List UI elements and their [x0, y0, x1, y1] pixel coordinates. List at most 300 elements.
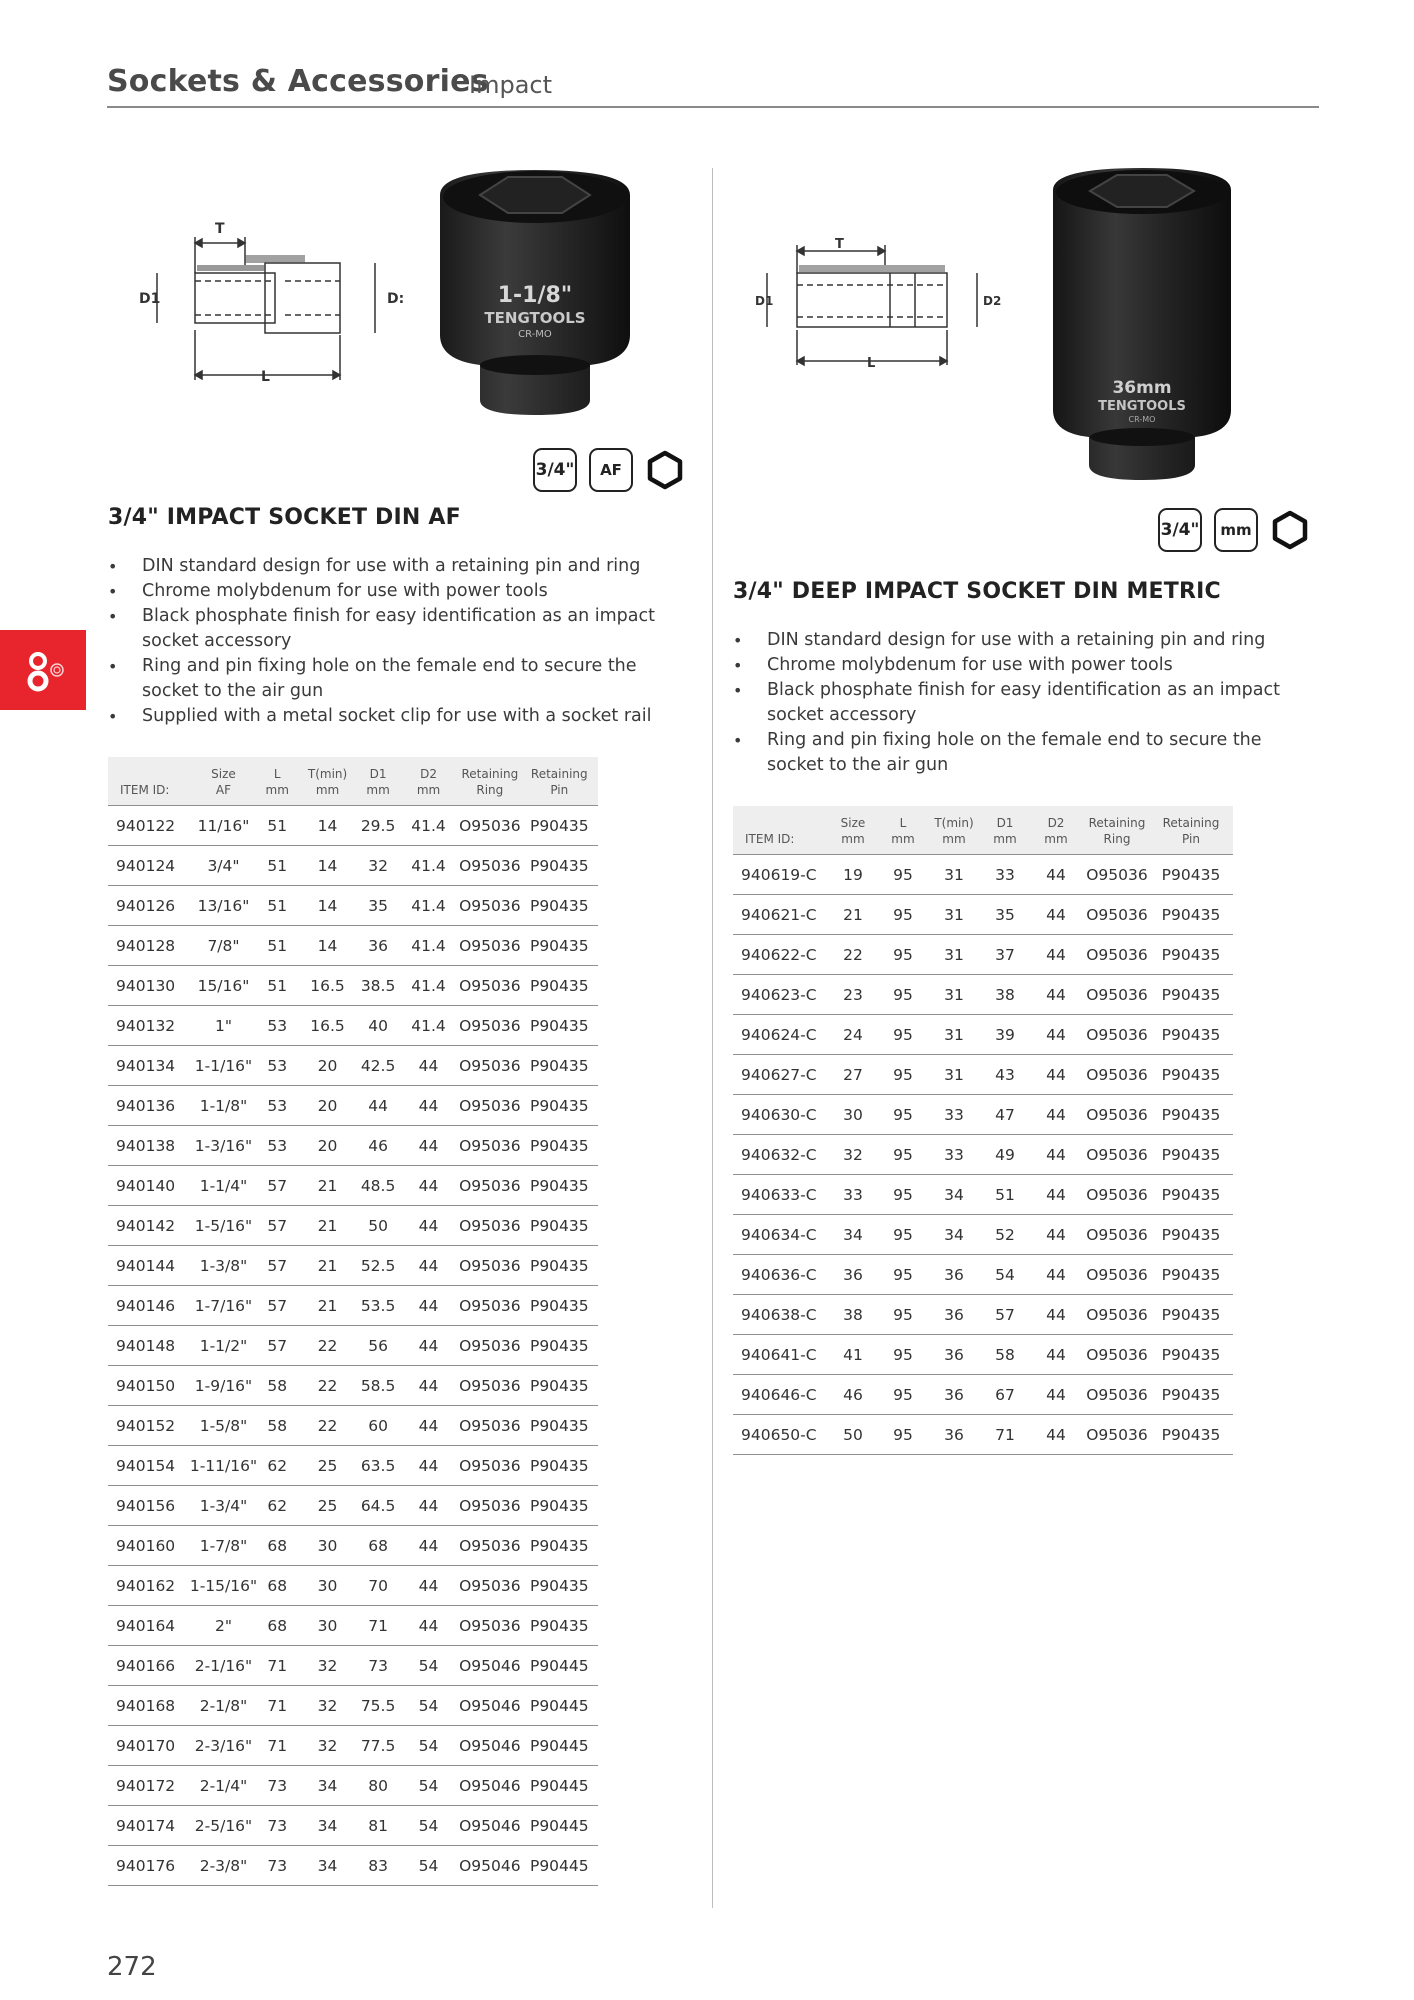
table-cell: 1-5/8" [190, 1406, 258, 1446]
table-row [733, 975, 1233, 1015]
table-cell: 57 [257, 1326, 296, 1366]
table-cell: 95 [881, 895, 925, 935]
table-cell: 940140 [108, 1166, 190, 1206]
table-cell: 15/16" [190, 966, 258, 1006]
table-cell: P90435 [521, 1406, 598, 1446]
table-cell: 62 [257, 1486, 296, 1526]
table-cell: O95036 [1085, 1335, 1149, 1375]
table-cell: 940636-C [733, 1255, 825, 1295]
table-cell: 22 [297, 1406, 358, 1446]
table-cell: 95 [881, 1295, 925, 1335]
table-cell: P90435 [1149, 1095, 1233, 1135]
table-cell: 30 [825, 1095, 881, 1135]
table-row [108, 1326, 598, 1366]
table-cell: 51 [257, 846, 296, 886]
table-cell: O95036 [459, 806, 521, 846]
table-cell: O95036 [1085, 1215, 1149, 1255]
table-cell: 95 [881, 1095, 925, 1135]
table-cell: 940136 [108, 1086, 190, 1126]
table-cell: 46 [825, 1375, 881, 1415]
table-row [733, 855, 1233, 895]
table-row [108, 1126, 598, 1166]
table-cell: 44 [398, 1086, 459, 1126]
table-cell: 33 [983, 855, 1027, 895]
table-cell: 33 [925, 1135, 983, 1175]
table-cell: 2-3/8" [190, 1846, 258, 1886]
table-cell: 35 [358, 886, 398, 926]
table-cell: 1-3/8" [190, 1246, 258, 1286]
table-cell: 940166 [108, 1646, 190, 1686]
left-spec-table [108, 757, 598, 1886]
table-cell: O95036 [459, 966, 521, 1006]
table-cell: 95 [881, 1015, 925, 1055]
table-cell: P90435 [521, 1086, 598, 1126]
table-cell: 80 [358, 1766, 398, 1806]
table-cell: 940150 [108, 1366, 190, 1406]
table-cell: O95036 [1085, 895, 1149, 935]
table-cell: 44 [1027, 1295, 1085, 1335]
table-row [108, 1206, 598, 1246]
diagram-label-t: T [835, 237, 844, 252]
table-cell: 39 [983, 1015, 1027, 1055]
column-header-bottom: AF [215, 783, 232, 797]
table-cell: O95036 [459, 1006, 521, 1046]
table-row [108, 1646, 598, 1686]
table-cell: 940623-C [733, 975, 825, 1015]
table-cell: 53 [257, 1006, 296, 1046]
table-cell: P90435 [521, 1126, 598, 1166]
table-cell: 1-1/16" [190, 1046, 258, 1086]
table-cell: 940170 [108, 1726, 190, 1766]
table-cell: 50 [825, 1415, 881, 1455]
table-cell: 940132 [108, 1006, 190, 1046]
socket-brand-marking: TENGTOOLS [484, 309, 586, 327]
table-cell: O95046 [459, 1646, 521, 1686]
table-cell: 73 [358, 1646, 398, 1686]
feature-item: • Ring and pin fixing hole on the female end to secure the socket to the air gun [108, 654, 683, 704]
table-cell: 16.5 [297, 1006, 358, 1046]
table-cell: 35 [983, 895, 1027, 935]
table-cell: 50 [358, 1206, 398, 1246]
table-cell: 36 [925, 1375, 983, 1415]
diagram-label-l: L [867, 356, 876, 371]
table-row [733, 1335, 1233, 1375]
table-cell: 940162 [108, 1566, 190, 1606]
table-cell: 1-7/8" [190, 1526, 258, 1566]
table-cell: 34 [297, 1766, 358, 1806]
column-header-bottom: mm [315, 783, 340, 797]
table-row [108, 846, 598, 886]
table-cell: 940144 [108, 1246, 190, 1286]
table-cell: 95 [881, 935, 925, 975]
table-cell: 44 [398, 1366, 459, 1406]
socket-size-marking: 36mm [1112, 378, 1172, 398]
table-cell: 42.5 [358, 1046, 398, 1086]
column-header [925, 806, 983, 855]
table-cell: O95046 [459, 1686, 521, 1726]
column-header-top: L [899, 816, 907, 830]
table-cell: 95 [881, 855, 925, 895]
table-cell: O95036 [1085, 935, 1149, 975]
table-cell: 44 [1027, 895, 1085, 935]
table-cell: O95036 [459, 1166, 521, 1206]
table-cell: 36 [925, 1255, 983, 1295]
column-header-top: T(min) [307, 767, 348, 781]
table-cell: 58 [257, 1366, 296, 1406]
table-cell: 95 [881, 1415, 925, 1455]
table-cell: O95036 [459, 1046, 521, 1086]
table-row [108, 1766, 598, 1806]
table-cell: O95036 [1085, 855, 1149, 895]
table-cell: P90435 [521, 1366, 598, 1406]
table-cell: 1-1/8" [190, 1086, 258, 1126]
table-cell: 81 [358, 1806, 398, 1846]
table-cell: 31 [925, 855, 983, 895]
table-cell: 73 [257, 1846, 296, 1886]
table-cell: P90435 [521, 1046, 598, 1086]
table-cell: 38.5 [358, 966, 398, 1006]
diagram-label-d2: D: [387, 291, 405, 307]
table-cell: 14 [297, 846, 358, 886]
table-cell: 40 [358, 1006, 398, 1046]
table-cell: 62 [257, 1446, 296, 1486]
table-cell: 44 [1027, 855, 1085, 895]
table-cell: 940638-C [733, 1295, 825, 1335]
table-cell: 44 [1027, 935, 1085, 975]
table-cell: 14 [297, 926, 358, 966]
column-header [257, 757, 296, 806]
table-cell: 48.5 [358, 1166, 398, 1206]
column-header-bottom: Ring [476, 783, 504, 797]
table-cell: 64.5 [358, 1486, 398, 1526]
table-cell: 51 [257, 806, 296, 846]
table-cell: 44 [398, 1326, 459, 1366]
table-cell: 27 [825, 1055, 881, 1095]
table-cell: 940627-C [733, 1055, 825, 1095]
table-cell: 57 [257, 1246, 296, 1286]
table-cell: 940632-C [733, 1135, 825, 1175]
table-row [733, 1255, 1233, 1295]
table-cell: 21 [825, 895, 881, 935]
table-cell: 71 [358, 1606, 398, 1646]
table-cell: 44 [398, 1166, 459, 1206]
table-cell: P90435 [1149, 895, 1233, 935]
table-cell: O95036 [459, 1606, 521, 1646]
table-cell: 34 [925, 1175, 983, 1215]
column-header-top: Size [211, 767, 236, 781]
table-cell: 31 [925, 1015, 983, 1055]
table-cell: 31 [925, 895, 983, 935]
table-cell: 53 [257, 1046, 296, 1086]
table-cell: 95 [881, 1255, 925, 1295]
table-cell: 1-3/4" [190, 1486, 258, 1526]
table-cell: 44 [398, 1246, 459, 1286]
table-cell: P90435 [521, 1526, 598, 1566]
table-cell: P90445 [521, 1806, 598, 1846]
diagram-label-l: L [261, 369, 270, 385]
table-cell: 940633-C [733, 1175, 825, 1215]
table-cell: 940154 [108, 1446, 190, 1486]
table-cell: 44 [1027, 1055, 1085, 1095]
table-cell: 1-9/16" [190, 1366, 258, 1406]
column-header-top: Retaining [1162, 816, 1220, 830]
table-cell: P90435 [1149, 855, 1233, 895]
table-cell: P90435 [1149, 1175, 1233, 1215]
table-cell: 30 [297, 1526, 358, 1566]
left-badges [533, 448, 685, 492]
table-cell: O95036 [1085, 1375, 1149, 1415]
table-cell: O95036 [1085, 1055, 1149, 1095]
table-cell: 57 [257, 1166, 296, 1206]
table-cell: 44 [1027, 1175, 1085, 1215]
hex-icon [645, 450, 685, 490]
table-cell: O95036 [1085, 1135, 1149, 1175]
table-cell: O95036 [459, 846, 521, 886]
table-cell: 44 [358, 1086, 398, 1126]
column-header-bottom: mm [841, 832, 865, 846]
table-row [733, 1215, 1233, 1255]
table-cell: P90435 [1149, 1055, 1233, 1095]
table-row [108, 886, 598, 926]
table-cell: 2-1/8" [190, 1686, 258, 1726]
column-header [108, 757, 190, 806]
table-cell: P90435 [1149, 1375, 1233, 1415]
column-header [733, 806, 825, 855]
column-header [521, 757, 598, 806]
table-cell: 57 [257, 1206, 296, 1246]
table-cell: O95036 [459, 1286, 521, 1326]
table-cell: O95036 [1085, 1255, 1149, 1295]
table-cell: 77.5 [358, 1726, 398, 1766]
table-cell: O95036 [1085, 1015, 1149, 1055]
table-row [108, 1606, 598, 1646]
table-cell: P90435 [1149, 1335, 1233, 1375]
type-badge: AF [589, 448, 633, 492]
table-cell: 44 [1027, 1215, 1085, 1255]
table-cell: 38 [825, 1295, 881, 1335]
column-header-bottom: Pin [1182, 832, 1200, 846]
socket-material-marking: CR-MO [518, 329, 552, 340]
table-cell: 940124 [108, 846, 190, 886]
table-row [733, 1415, 1233, 1455]
table-cell: 31 [925, 1055, 983, 1095]
table-cell: 47 [983, 1095, 1027, 1135]
table-cell: 41 [825, 1335, 881, 1375]
left-socket-image [430, 165, 640, 420]
table-row [733, 1055, 1233, 1095]
left-feature-list [108, 554, 683, 729]
table-cell: 33 [925, 1095, 983, 1135]
column-header [358, 757, 398, 806]
table-cell: 14 [297, 886, 358, 926]
column-header-top: D1 [996, 816, 1014, 830]
table-cell: P90435 [521, 1326, 598, 1366]
right-socket-image [1045, 165, 1240, 485]
table-cell: 44 [398, 1046, 459, 1086]
column-header [825, 806, 881, 855]
table-cell: 83 [358, 1846, 398, 1886]
table-cell: 41.4 [398, 886, 459, 926]
table-cell: 53 [257, 1126, 296, 1166]
table-cell: 940646-C [733, 1375, 825, 1415]
table-cell: 53 [257, 1086, 296, 1126]
table-cell: 95 [881, 1335, 925, 1375]
column-header-bottom: mm [1044, 832, 1068, 846]
table-cell: 2-1/4" [190, 1766, 258, 1806]
table-row [108, 1486, 598, 1526]
column-header-bottom: mm [942, 832, 966, 846]
table-cell: 54 [983, 1255, 1027, 1295]
column-header [297, 757, 358, 806]
table-cell: 24 [825, 1015, 881, 1055]
table-cell: 20 [297, 1126, 358, 1166]
socket-size-marking: 1-1/8" [497, 283, 573, 308]
table-cell: 1-1/2" [190, 1326, 258, 1366]
table-cell: P90435 [521, 1446, 598, 1486]
type-badge: mm [1214, 508, 1258, 552]
table-cell: 31 [925, 975, 983, 1015]
table-row [108, 1286, 598, 1326]
table-cell: O95036 [1085, 1415, 1149, 1455]
column-header-bottom: Ring [1103, 832, 1131, 846]
table-cell: 36 [925, 1295, 983, 1335]
table-row [108, 1086, 598, 1126]
table-cell: 49 [983, 1135, 1027, 1175]
table-cell: 41.4 [398, 926, 459, 966]
table-row [108, 1566, 598, 1606]
table-cell: 940134 [108, 1046, 190, 1086]
table-cell: P90445 [521, 1766, 598, 1806]
table-cell: 56 [358, 1326, 398, 1366]
table-cell: 2-5/16" [190, 1806, 258, 1846]
table-cell: 1-11/16" [190, 1446, 258, 1486]
table-cell: 51 [257, 886, 296, 926]
table-cell: 34 [925, 1215, 983, 1255]
table-cell: 36 [925, 1415, 983, 1455]
table-cell: 95 [881, 1175, 925, 1215]
table-cell: 940146 [108, 1286, 190, 1326]
table-row [108, 966, 598, 1006]
table-row [108, 1526, 598, 1566]
table-cell: 38 [983, 975, 1027, 1015]
table-cell: 1-3/16" [190, 1126, 258, 1166]
socket-brand-marking: TENGTOOLS [1098, 399, 1186, 414]
table-cell: 75.5 [358, 1686, 398, 1726]
table-cell: P90445 [521, 1846, 598, 1886]
table-cell: 95 [881, 975, 925, 1015]
table-cell: 34 [297, 1806, 358, 1846]
table-cell: 13/16" [190, 886, 258, 926]
table-cell: O95036 [459, 1526, 521, 1566]
table-cell: 940630-C [733, 1095, 825, 1135]
table-cell: 7/8" [190, 926, 258, 966]
table-cell: 67 [983, 1375, 1027, 1415]
table-cell: O95036 [459, 926, 521, 966]
table-cell: 44 [398, 1486, 459, 1526]
page-header [107, 62, 1319, 108]
table-cell: 71 [983, 1415, 1027, 1455]
table-row [108, 1806, 598, 1846]
table-cell: 940128 [108, 926, 190, 966]
column-header-bottom: mm [993, 832, 1017, 846]
table-cell: P90435 [521, 966, 598, 1006]
table-cell: 41.4 [398, 966, 459, 1006]
table-cell: 940619-C [733, 855, 825, 895]
table-cell: 31 [925, 935, 983, 975]
table-cell: 68 [257, 1526, 296, 1566]
table-cell: 68 [257, 1566, 296, 1606]
table-cell: O95046 [459, 1846, 521, 1886]
feature-item: • Black phosphate finish for easy identification as an impact socket accessory [733, 678, 1318, 728]
table-row [733, 1095, 1233, 1135]
table-cell: 1-1/4" [190, 1166, 258, 1206]
table-row [733, 935, 1233, 975]
table-cell: O95036 [459, 1366, 521, 1406]
column-header [1149, 806, 1233, 855]
table-cell: 95 [881, 1375, 925, 1415]
column-header [1027, 806, 1085, 855]
table-cell: O95036 [459, 1446, 521, 1486]
table-cell: 41.4 [398, 1006, 459, 1046]
table-cell: P90435 [1149, 975, 1233, 1015]
table-row [733, 1375, 1233, 1415]
table-cell: O95036 [459, 1206, 521, 1246]
column-divider [712, 168, 713, 1908]
table-cell: P90435 [521, 926, 598, 966]
table-cell: 44 [1027, 1375, 1085, 1415]
column-header-top: Retaining [461, 767, 519, 781]
table-cell: 95 [881, 1215, 925, 1255]
table-cell: 940624-C [733, 1015, 825, 1055]
left-section-title: 3/4" IMPACT SOCKET DIN AF [108, 505, 461, 530]
table-cell: 32 [297, 1726, 358, 1766]
table-cell: 21 [297, 1286, 358, 1326]
table-row [108, 1046, 598, 1086]
table-cell: 44 [1027, 1135, 1085, 1175]
table-cell: 52.5 [358, 1246, 398, 1286]
table-cell: P90435 [521, 1006, 598, 1046]
table-cell: 36 [358, 926, 398, 966]
table-cell: 940174 [108, 1806, 190, 1846]
table-cell: O95036 [1085, 1295, 1149, 1335]
table-cell: 940634-C [733, 1215, 825, 1255]
table-cell: 2-1/16" [190, 1646, 258, 1686]
table-cell: P90435 [521, 1166, 598, 1206]
table-cell: 54 [398, 1646, 459, 1686]
table-cell: O95036 [459, 1326, 521, 1366]
table-cell: P90435 [521, 1606, 598, 1646]
feature-item: • Ring and pin fixing hole on the female end to secure the socket to the air gun [733, 728, 1318, 778]
left-dimension-diagram [135, 215, 415, 390]
column-header-top: L [273, 767, 281, 781]
column-header [459, 757, 521, 806]
table-cell: P90435 [1149, 1215, 1233, 1255]
table-cell: P90435 [521, 1566, 598, 1606]
table-cell: O95036 [459, 1566, 521, 1606]
table-cell: 44 [1027, 1015, 1085, 1055]
table-row [108, 1366, 598, 1406]
table-cell: 2-3/16" [190, 1726, 258, 1766]
table-header-row [108, 757, 598, 806]
table-cell: 16.5 [297, 966, 358, 1006]
table-cell: 25 [297, 1486, 358, 1526]
table-cell: 70 [358, 1566, 398, 1606]
hex-icon [1270, 510, 1310, 550]
page-number: 272 [107, 1952, 157, 1982]
table-cell: 940122 [108, 806, 190, 846]
page-subtitle: Impact [469, 71, 553, 99]
table-cell: 30 [297, 1606, 358, 1646]
